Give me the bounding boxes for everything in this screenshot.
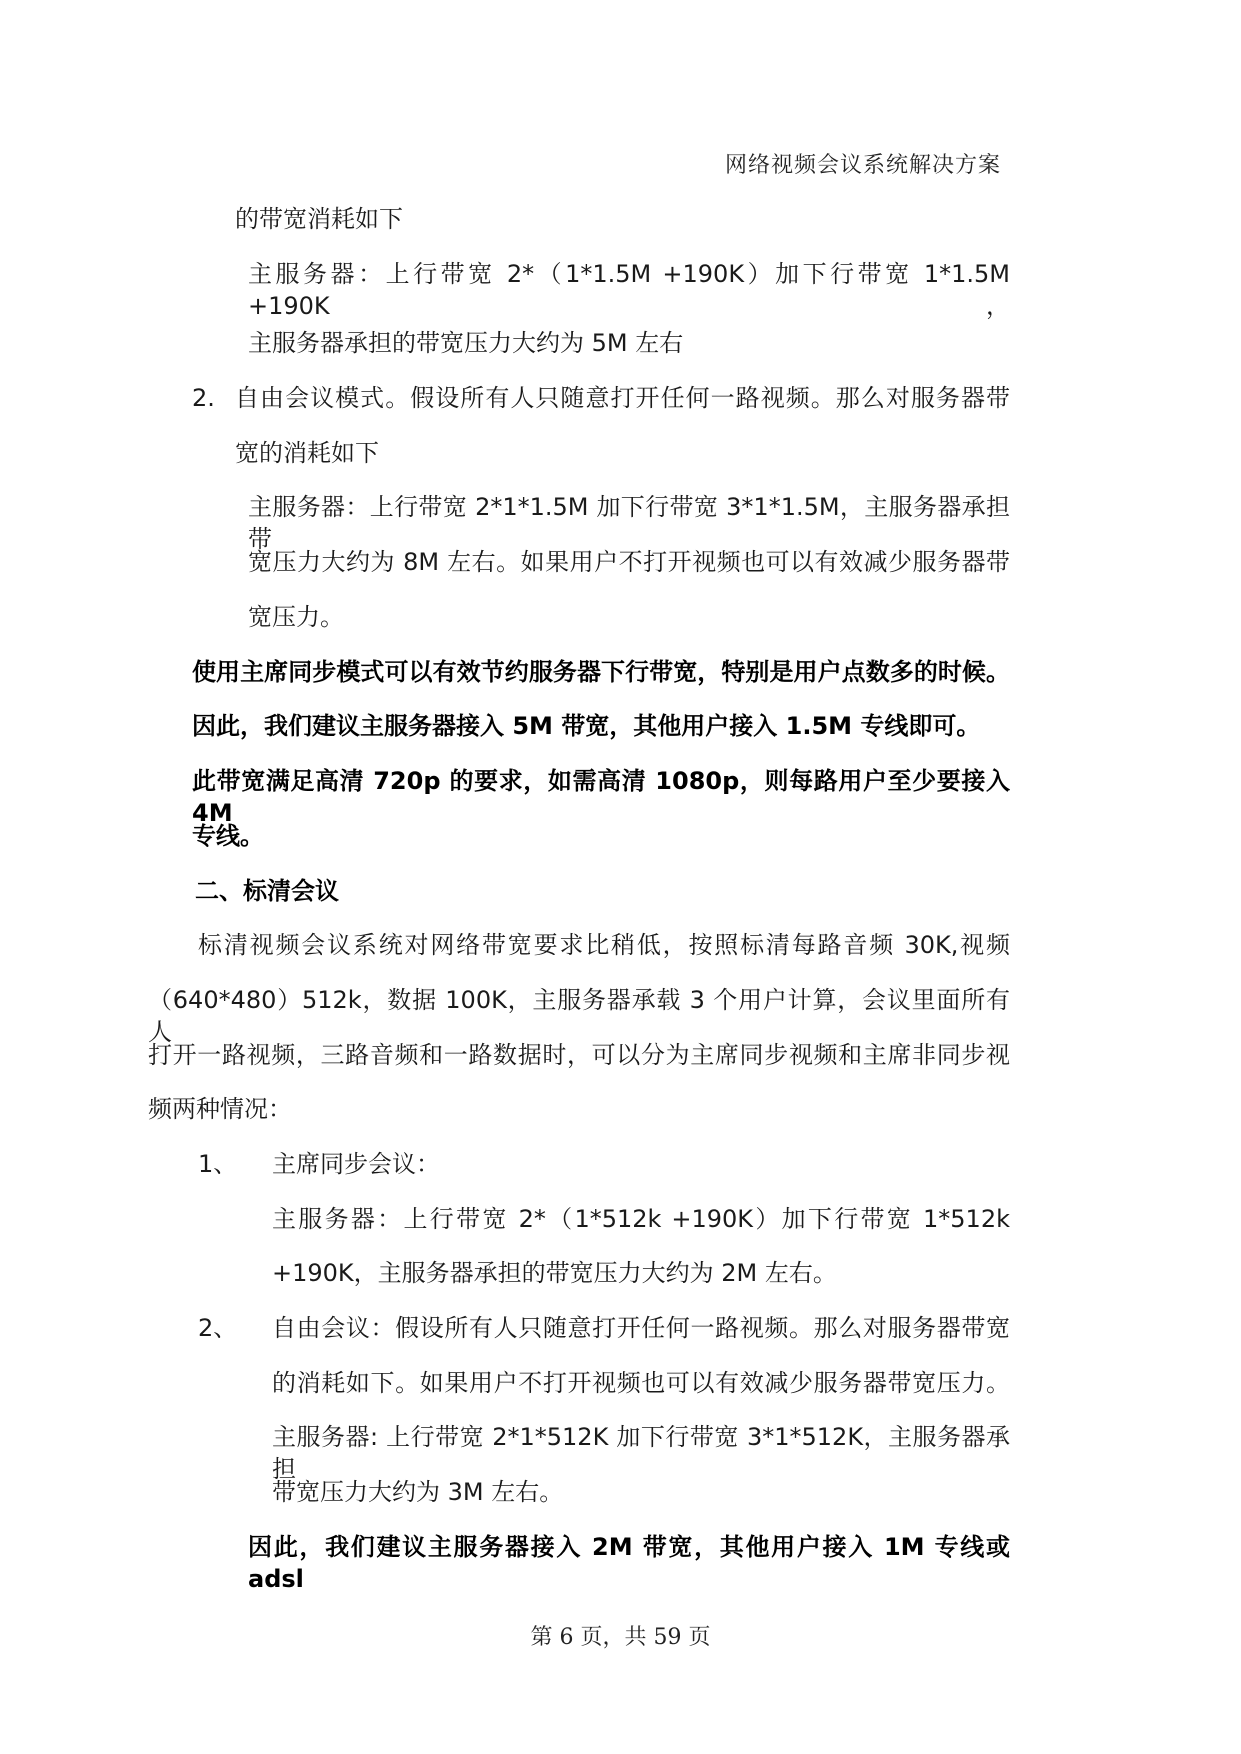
text-line: 频两种情况：: [148, 1095, 292, 1123]
bold-text-line: 专线。: [192, 822, 264, 850]
text-line: （640*480）512k，数据 100K，主服务器承载 3 个用户计算，会议里面所有人: [148, 986, 1010, 1046]
text-line: 的消耗如下。如果用户不打开视频也可以有效减少服务器带宽压力。: [272, 1369, 1010, 1397]
bold-text-line: 因此，我们建议主服务器接入 5M 带宽，其他用户接入 1.5M 专线即可。: [192, 712, 981, 740]
page-header: 网络视频会议系统解决方案: [724, 153, 1001, 178]
page-footer: 第 6 页，共 59 页: [530, 1625, 711, 1650]
text-line: 打开一路视频，三路音频和一路数据时，可以分为主席同步视频和主席非同步视: [148, 1041, 1010, 1069]
text-line: 主服务器：上行带宽 2*（1*512k +190K）加下行带宽 1*512k: [272, 1205, 1010, 1233]
list-number: 2.: [192, 384, 215, 412]
text-line: 自由会议：假设所有人只随意打开任何一路视频。那么对服务器带宽: [272, 1314, 1010, 1342]
list-number: 1、: [198, 1150, 238, 1178]
section-heading: 二、标清会议: [195, 877, 339, 905]
text-line: 自由会议模式。假设所有人只随意打开任何一路视频。那么对服务器带: [235, 384, 1010, 412]
text-line: 主席同步会议：: [272, 1150, 440, 1178]
text-line: 的带宽消耗如下: [235, 205, 403, 233]
text-line: 标清视频会议系统对网络带宽要求比稍低，按照标清每路音频 30K,视频: [198, 931, 1010, 959]
text-line: 主服务器承担的带宽压力大约为 5M 左右: [248, 329, 684, 357]
text-line: 主服务器：上行带宽 2*（1*1.5M +190K）加下行带宽 1*1.5M +190K，: [248, 260, 1010, 320]
list-number: 2、: [198, 1314, 238, 1342]
text-line: 带宽压力大约为 3M 左右。: [272, 1478, 564, 1506]
bold-text-line: 因此，我们建议主服务器接入 2M 带宽，其他用户接入 1M 专线或 adsl: [248, 1533, 1010, 1593]
text-line: 宽压力。: [248, 603, 344, 631]
bold-text-line: 此带宽满足高清 720p 的要求，如需高清 1080p，则每路用户至少要接入 4M: [192, 767, 1010, 827]
bold-text-line: 使用主席同步模式可以有效节约服务器下行带宽，特别是用户点数多的时候。: [192, 658, 1010, 686]
text-line: 宽压力大约为 8M 左右。如果用户不打开视频也可以有效减少服务器带: [248, 548, 1010, 576]
text-line: 主服务器: 上行带宽 2*1*512K 加下行带宽 3*1*512K，主服务器承担: [272, 1423, 1010, 1483]
text-line: 主服务器：上行带宽 2*1*1.5M 加下行带宽 3*1*1.5M，主服务器承担带: [248, 493, 1010, 553]
text-line: 宽的消耗如下: [235, 439, 379, 467]
text-line: +190K，主服务器承担的带宽压力大约为 2M 左右。: [272, 1259, 837, 1287]
